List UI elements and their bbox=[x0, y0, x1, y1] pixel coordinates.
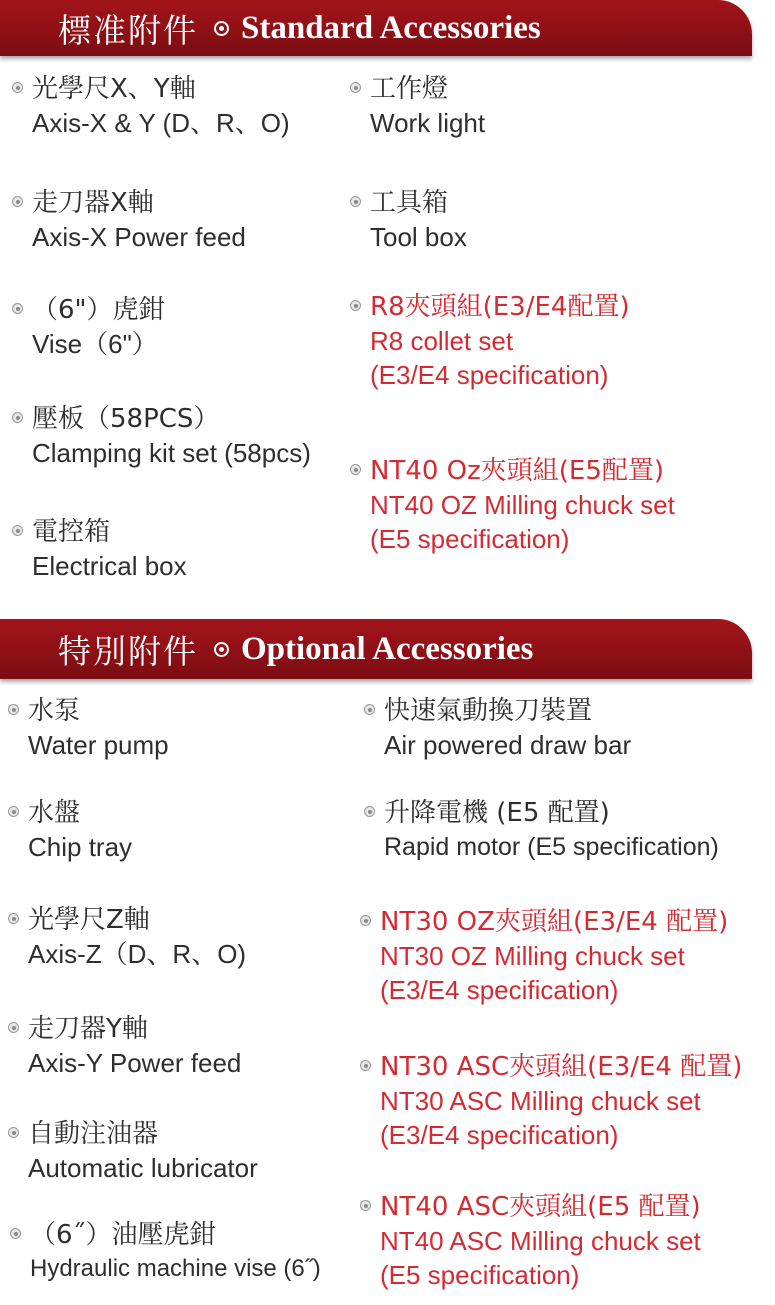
bullet-icon bbox=[12, 303, 23, 314]
bullet-icon bbox=[12, 525, 23, 536]
standard-title-zh: 標准附件 bbox=[58, 10, 198, 50]
optional-title-zh: 特別附件 bbox=[58, 631, 198, 671]
optional-accessories-banner bbox=[0, 619, 752, 679]
list-item: 工具箱 Tool box bbox=[370, 186, 467, 254]
banner-bullet-icon bbox=[214, 21, 229, 36]
bullet-icon bbox=[350, 300, 361, 311]
bullet-icon bbox=[364, 704, 375, 715]
bullet-icon bbox=[350, 196, 361, 207]
bullet-icon bbox=[350, 464, 361, 475]
list-item: 水泵 Water pump bbox=[28, 694, 169, 762]
bullet-icon bbox=[360, 1200, 371, 1211]
list-item: 壓板（58PCS） Clamping kit set (58pcs) bbox=[32, 402, 311, 470]
list-item-highlight: NT30 OZ夾頭組(E3/E4 配置) NT30 OZ Milling chuck set (E3/E4 specification) bbox=[380, 905, 728, 1007]
bullet-icon bbox=[8, 1022, 19, 1033]
standard-title-en: Standard Accessories bbox=[241, 9, 541, 46]
bullet-icon bbox=[8, 1127, 19, 1138]
bullet-icon bbox=[350, 82, 361, 93]
list-item: 水盤 Chip tray bbox=[28, 796, 132, 864]
list-item: 走刀器X軸 Axis-X Power feed bbox=[32, 186, 246, 254]
list-item: 光學尺X、Y軸 Axis-X & Y (D、R、O) bbox=[32, 72, 290, 140]
list-item-highlight: NT30 ASC夾頭組(E3/E4 配置) NT30 ASC Milling chuck set (E3/E4 specification) bbox=[380, 1050, 742, 1152]
list-item: 電控箱 Electrical box bbox=[32, 515, 187, 583]
bullet-icon bbox=[8, 704, 19, 715]
bullet-icon bbox=[12, 196, 23, 207]
list-item: 走刀器Y軸 Axis-Y Power feed bbox=[28, 1012, 241, 1080]
list-item: 光學尺Z軸 Axis-Z（D、R、O) bbox=[28, 903, 246, 971]
bullet-icon bbox=[360, 1060, 371, 1071]
bullet-icon bbox=[360, 915, 371, 926]
list-item-highlight: NT40 ASC夾頭組(E5 配置) NT40 ASC Milling chuck set (E5 specification) bbox=[380, 1190, 701, 1292]
list-item-highlight: R8夾頭組(E3/E4配置) R8 collet set (E3/E4 specification) bbox=[370, 290, 630, 392]
list-item: 升降電機 (E5 配置) Rapid motor (E5 specification) bbox=[384, 796, 719, 864]
list-item: 自動注油器 Automatic lubricator bbox=[28, 1117, 258, 1185]
bullet-icon bbox=[12, 412, 23, 423]
bullet-icon bbox=[364, 806, 375, 817]
list-item: 快速氣動換刀裝置 Air powered draw bar bbox=[384, 694, 631, 762]
banner-bullet-icon bbox=[214, 642, 229, 657]
bullet-icon bbox=[8, 806, 19, 817]
list-item: （6"）虎鉗 Vise（6"） bbox=[32, 293, 165, 361]
list-item-highlight: NT40 Oz夾頭組(E5配置) NT40 OZ Milling chuck set (E5 specification) bbox=[370, 454, 675, 556]
list-item: 工作燈 Work light bbox=[370, 72, 485, 140]
standard-accessories-banner bbox=[0, 0, 752, 56]
list-item: （6˝）油壓虎鉗 Hydraulic machine vise (6˝) bbox=[30, 1218, 321, 1286]
bullet-icon bbox=[12, 82, 23, 93]
bullet-icon bbox=[8, 913, 19, 924]
optional-title-en: Optional Accessories bbox=[241, 630, 534, 667]
bullet-icon bbox=[10, 1228, 21, 1239]
